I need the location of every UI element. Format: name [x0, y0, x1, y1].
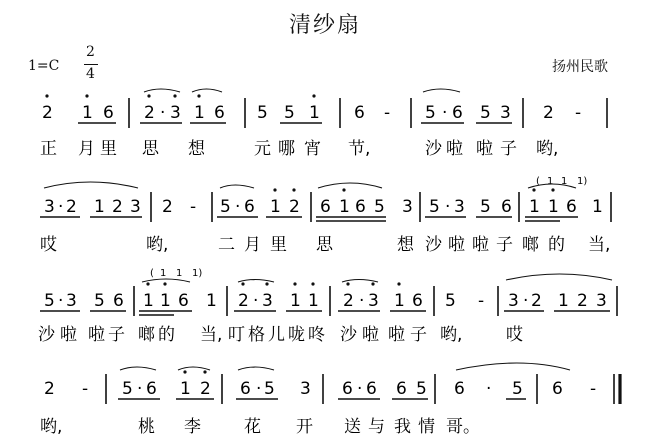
svg-text:6: 6 — [342, 379, 353, 399]
svg-text:·: · — [359, 291, 365, 311]
lyric: 哟, — [40, 417, 63, 437]
svg-text:1: 1 — [160, 291, 171, 311]
svg-text:1: 1 — [270, 197, 281, 217]
svg-text:6: 6 — [566, 197, 577, 217]
svg-text:5: 5 — [429, 197, 440, 217]
svg-text:2: 2 — [44, 379, 55, 399]
svg-text:1: 1 — [339, 197, 350, 217]
svg-text:3: 3 — [368, 291, 379, 311]
lyric: 儿 — [268, 325, 285, 345]
octave-dots — [45, 94, 315, 97]
svg-text:5: 5 — [374, 197, 385, 217]
svg-text:5: 5 — [122, 379, 133, 399]
notes — [42, 103, 581, 123]
svg-text:1: 1 — [394, 291, 405, 311]
lyrics — [40, 139, 558, 159]
svg-text:5: 5 — [264, 379, 275, 399]
lyric: 里 — [270, 235, 287, 255]
svg-text:2: 2 — [162, 197, 173, 217]
lyric: 沙 — [425, 235, 442, 255]
lyric: 思 — [142, 139, 159, 159]
lyric: 正 — [40, 139, 57, 159]
svg-text:1: 1 — [558, 291, 569, 311]
lyric: 想 — [188, 139, 205, 159]
svg-text:2: 2 — [289, 197, 300, 217]
svg-text:·: · — [58, 291, 64, 311]
svg-text:·: · — [445, 197, 451, 217]
svg-text:6: 6 — [113, 291, 124, 311]
svg-text:1: 1 — [160, 268, 167, 279]
lyric: 哟, — [440, 325, 463, 345]
system-4 — [0, 366, 650, 446]
note: 6 — [103, 103, 114, 123]
lyric: 子 — [410, 325, 427, 345]
note: - — [384, 103, 391, 123]
svg-text:1: 1 — [206, 291, 217, 311]
svg-text:2: 2 — [577, 291, 588, 311]
lyric: 子 — [500, 139, 517, 159]
lyric: 哟, — [536, 139, 559, 159]
svg-text:3: 3 — [300, 379, 311, 399]
svg-text:2: 2 — [66, 197, 77, 217]
underlines — [40, 217, 578, 221]
svg-text:5: 5 — [416, 379, 427, 399]
lyric: 啦 — [476, 139, 493, 159]
lyric: 思 — [316, 235, 333, 255]
lyric: 叮 — [228, 325, 245, 345]
note: 5 — [284, 103, 295, 123]
lyric: 二 — [218, 235, 235, 255]
lyric: 宵 — [304, 139, 321, 159]
svg-text:·: · — [58, 197, 64, 217]
svg-text:1: 1 — [548, 197, 559, 217]
slurs — [120, 363, 570, 370]
lyric: 啦 — [362, 325, 379, 345]
svg-text:3: 3 — [130, 197, 141, 217]
svg-text:5: 5 — [220, 197, 231, 217]
lyric: 节, — [348, 139, 371, 159]
note: 6 — [214, 103, 225, 123]
lyric: 沙 — [425, 139, 442, 159]
svg-text:3: 3 — [454, 197, 465, 217]
svg-text:6: 6 — [355, 197, 366, 217]
time-signature-lower: 4 — [86, 66, 95, 82]
note: · — [442, 103, 448, 123]
svg-text:6: 6 — [454, 379, 465, 399]
octave-dots — [183, 370, 206, 373]
lyric: 桃 — [138, 417, 155, 437]
lyric: 与 — [368, 417, 385, 437]
svg-text:5: 5 — [44, 291, 55, 311]
lyric: 月 — [78, 139, 95, 159]
lyric: 沙 — [38, 325, 55, 345]
slurs — [144, 89, 460, 92]
note: 3 — [170, 103, 181, 123]
svg-text:6: 6 — [412, 291, 423, 311]
svg-text:6: 6 — [552, 379, 563, 399]
lyric: 啷 — [522, 235, 539, 255]
notes — [44, 291, 607, 311]
svg-text:2: 2 — [238, 291, 249, 311]
note: 6 — [452, 103, 463, 123]
svg-text:6: 6 — [244, 197, 255, 217]
underlines — [40, 311, 610, 315]
lyric: 啦 — [388, 325, 405, 345]
lyric: 开 — [296, 417, 313, 437]
song-title: 清纱扇 — [288, 13, 361, 38]
svg-text:·: · — [256, 379, 262, 399]
svg-text:3: 3 — [66, 291, 77, 311]
svg-text:6: 6 — [178, 291, 189, 311]
svg-text:-: - — [190, 197, 197, 217]
svg-text:2: 2 — [531, 291, 542, 311]
svg-text:·: · — [137, 379, 143, 399]
note: 5 — [257, 103, 268, 123]
svg-text:5: 5 — [445, 291, 456, 311]
svg-text:2: 2 — [112, 197, 123, 217]
svg-text:1: 1 — [143, 291, 154, 311]
svg-text:1: 1 — [529, 197, 540, 217]
lyric: 李 — [184, 417, 201, 437]
svg-text:5: 5 — [480, 197, 491, 217]
svg-text:6: 6 — [366, 379, 377, 399]
svg-text:5: 5 — [94, 291, 105, 311]
svg-text:-: - — [82, 379, 89, 399]
svg-text:-: - — [478, 291, 485, 311]
svg-text:1): 1) — [577, 176, 588, 187]
system-2 — [0, 176, 650, 266]
svg-text:2: 2 — [343, 291, 354, 311]
ornament — [150, 268, 202, 279]
svg-text:1): 1) — [192, 268, 203, 279]
svg-text:6: 6 — [320, 197, 331, 217]
lyric: 哎 — [506, 325, 523, 345]
lyric: 啷 — [138, 325, 155, 345]
lyric: 情 — [418, 417, 435, 437]
lyric: 想 — [397, 235, 414, 255]
lyric: 里 — [100, 139, 117, 159]
svg-text:3: 3 — [262, 291, 273, 311]
svg-text:-: - — [590, 379, 597, 399]
lyric: 哪 — [278, 139, 295, 159]
lyric: 啦 — [88, 325, 105, 345]
lyric: 子 — [108, 325, 125, 345]
lyric: 咚 — [308, 325, 325, 345]
svg-text:1: 1 — [176, 268, 183, 279]
svg-text:2: 2 — [200, 379, 211, 399]
lyric: 啦 — [472, 235, 489, 255]
note: 3 — [500, 103, 511, 123]
svg-text:1: 1 — [547, 176, 554, 187]
slurs — [44, 182, 576, 188]
note: 2 — [543, 103, 554, 123]
svg-text:·: · — [253, 291, 259, 311]
ornament — [536, 176, 587, 187]
lyric: 啦 — [60, 325, 77, 345]
svg-text:·: · — [523, 291, 529, 311]
svg-text:·: · — [357, 379, 363, 399]
slurs — [142, 274, 612, 282]
lyric: 啦 — [446, 139, 463, 159]
svg-text:3: 3 — [508, 291, 519, 311]
lyric: 哟, — [146, 235, 169, 255]
lyric: 元 — [254, 139, 271, 159]
svg-text:5: 5 — [512, 379, 523, 399]
svg-text:1: 1 — [592, 197, 603, 217]
lyrics — [40, 417, 480, 437]
notes — [44, 379, 596, 399]
svg-text:(: ( — [536, 176, 540, 187]
lyric: 送 — [344, 417, 361, 437]
lyric: 当, — [200, 325, 223, 345]
note: · — [160, 103, 166, 123]
note: 1 — [82, 103, 93, 123]
svg-text:(: ( — [150, 268, 154, 279]
time-signature-upper: 2 — [86, 44, 95, 60]
lyric: 花 — [244, 417, 261, 437]
lyric: 格 — [248, 325, 265, 345]
lyrics — [40, 235, 610, 255]
lyric: 咙 — [288, 325, 305, 345]
lyric: 当, — [588, 235, 611, 255]
svg-text:3: 3 — [44, 197, 55, 217]
key-signature: 1=C — [28, 58, 60, 74]
note: 5 — [425, 103, 436, 123]
svg-text:6: 6 — [396, 379, 407, 399]
svg-text:1: 1 — [290, 291, 301, 311]
svg-text:3: 3 — [596, 291, 607, 311]
note: 5 — [480, 103, 491, 123]
song-source: 扬州民歌 — [552, 59, 608, 75]
lyric: 哎 — [40, 235, 57, 255]
lyric: 啦 — [448, 235, 465, 255]
lyric: 哥。 — [446, 417, 480, 437]
lyric: 的 — [548, 235, 565, 255]
note: - — [575, 103, 582, 123]
svg-text:6: 6 — [501, 197, 512, 217]
lyric: 沙 — [340, 325, 357, 345]
lyric: 我 — [394, 417, 411, 437]
lyric: 子 — [496, 235, 513, 255]
lyrics — [38, 325, 523, 345]
svg-text:3: 3 — [402, 197, 413, 217]
note: 2 — [42, 103, 53, 123]
lyric: 月 — [244, 235, 261, 255]
note: 6 — [354, 103, 365, 123]
svg-text:1: 1 — [94, 197, 105, 217]
system-3 — [0, 268, 650, 358]
svg-text:6: 6 — [240, 379, 251, 399]
lyric: 的 — [158, 325, 175, 345]
time-signature-line — [84, 64, 98, 65]
svg-text:1: 1 — [561, 176, 568, 187]
note: 2 — [144, 103, 155, 123]
svg-text:6: 6 — [146, 379, 157, 399]
octave-dots — [273, 188, 554, 191]
svg-text:1: 1 — [180, 379, 191, 399]
system-1 — [0, 92, 650, 170]
svg-text:·: · — [486, 379, 492, 399]
svg-text:1: 1 — [308, 291, 319, 311]
svg-text:·: · — [235, 197, 241, 217]
note: 1 — [194, 103, 205, 123]
octave-dots — [146, 282, 400, 285]
note: 1 — [309, 103, 320, 123]
